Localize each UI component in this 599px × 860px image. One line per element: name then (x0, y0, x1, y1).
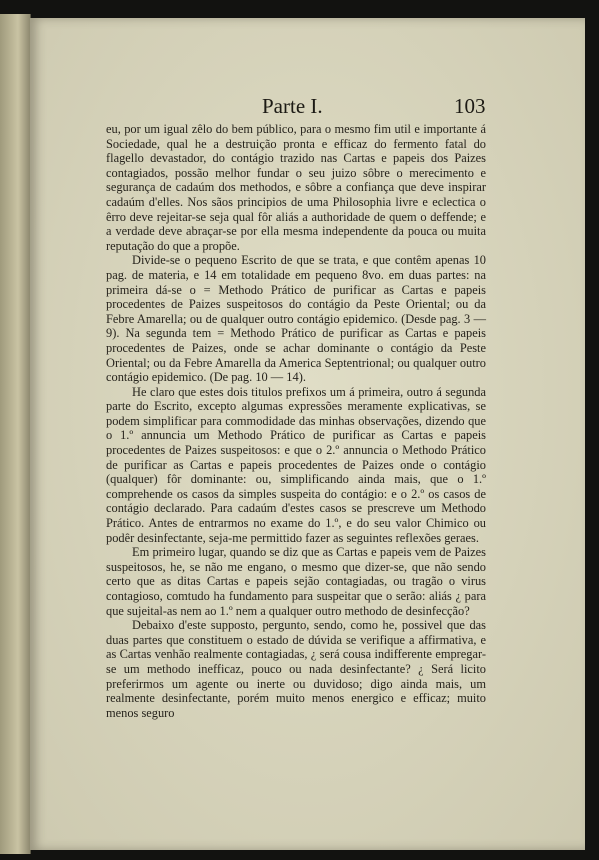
page-number: 103 (454, 94, 486, 118)
paragraph: Em primeiro lugar, quando se diz que as Cartas e papeis vem de Paizes suspeitosos, he, se não me engano, o mesmo que dizer-se, que não sendo certo que as ditas Cartas e papeis sejão contagiadas, ou tragão o virus contagioso, comtudo ha fundamento para suspeitar que o serão: aliás ¿ para que sujeital-as nem ao 1.º nem a qualquer outro methodo de desinfecção? (106, 545, 486, 618)
adjacent-page-edge (0, 14, 31, 854)
paragraph: He claro que estes dois titulos prefixos um á primeira, outro á segunda parte do Escrito, excepto algumas expressões meramente explicativas, se podem simplificar para commodidade das minhas observações, dizendo que o 1.º annuncia um Methodo Prático de purificar as Cartas e papeis procedentes de Paizes suspeitosos: e que o 2.º annuncia o Methodo Prático de purificar as Cartas e papeis procedentes de Paizes onde o contágio (qualquer) fôr dominante: ou, simplificando ainda mais, que o 1.º comprehende os casos da simples suspeita do contágio: e o 2.º os casos de contágio declarado. Para cadaúm d'estes casos se prescreve um Methodo Prático. Antes de entrarmos no exame do 1.º, e do seu valor Chimico ou podêr desinfectante, seja-me permittido fazer as seguintes reflexões geraes. (106, 384, 486, 545)
paragraph: eu, por um igual zêlo do bem público, para o mesmo fim util e importante á Sociedade, qual he a destruição pronta e efficaz do fermento fatal do flagello devastador, do contágio trazido nas Cartas e papeis dos Paizes contagiados, possão melhor fundar o seu juizo sôbre o merecimento e segurança de cadaúm dos methodos, e sôbre a confiança que deve inspirar cadaúm d'elles. Nos sãos principios de uma Philosophia livre e eclectica o êrro deve rejeitar-se seja qual fôr aliás a authoridade de quem o deffende; e a verdade deve abraçar-se por ella mesma independente da pouca ou muita reputação do que a propõe. (106, 122, 486, 253)
body-text (106, 122, 486, 720)
paragraph: Debaixo d'este supposto, pergunto, sendo, como he, possivel que das duas partes que constituem o estado de dúvida se verifique a affirmativa, e as Cartas venhão realmente contagiadas, ¿ será cousa indifferente empregar-se um methodo inefficaz, pouco ou nada desinfectante? ¿ Será licito preferirmos um agente ou inerte ou duvidoso; digo ainda mais, um realmente desinfectante, porém muito menos energico e efficaz; muito menos seguro (106, 618, 486, 720)
running-header (30, 94, 585, 120)
book-page (30, 18, 585, 850)
section-title: Parte I. (262, 94, 323, 118)
paragraph: Divide-se o pequeno Escrito de que se trata, e que contêm apenas 10 pag. de materia, e 14 em totalidade em pequeno 8vo. em duas partes: na primeira dá-se o = Methodo Prático de purificar as Cartas e papeis procedentes de Paizes suspeitosos do contágio da Peste Oriental; ou da Febre Amarella; ou de qualquer outro contágio epidemico. (Desde pag. 3 — 9). Na segunda tem = Methodo Prático de purificar as Cartas e papeis procedentes de Paizes, onde se achar dominante o contágio da Peste Oriental; ou da Febre Amarella da America Septentrional; ou qualquer outro contágio epidemico. (De pag. 10 — 14). (106, 253, 486, 385)
